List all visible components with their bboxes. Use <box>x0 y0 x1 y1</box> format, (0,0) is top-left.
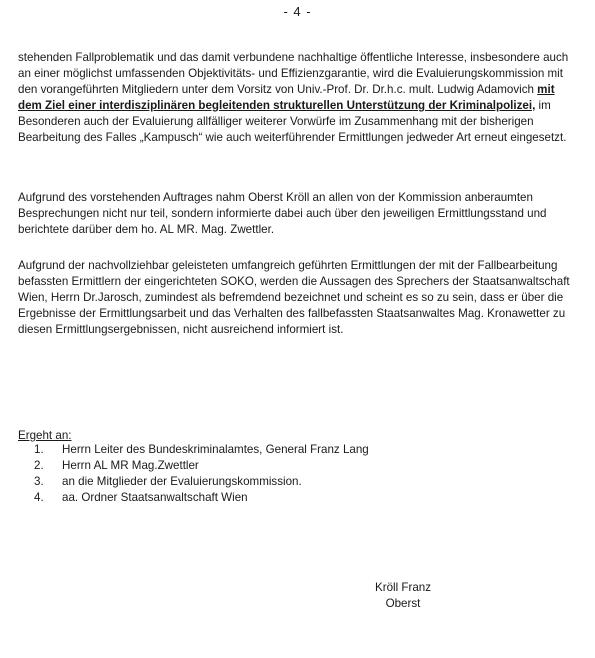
distribution-item <box>34 490 369 506</box>
paragraph-commission-text-1: stehenden Fallproblematik und das damit verbundene nachhaltige öffentliche Interesse, insbesondere auch an einer möglichst umfassenden Objektivitäts- und Effizienzgarantie, wird die Evaluierungskommission mit den vorangeführten Mitgliedern unter dem Vorsitz von Univ.-Prof. Dr. Dr.h.c. mult. Ludwig Adamovich <box>18 51 569 96</box>
signature-rank: Oberst <box>385 597 421 610</box>
paragraph-commission <box>18 50 578 146</box>
page-number: - 4 - <box>283 4 312 19</box>
distribution-item-number: 1. <box>34 443 44 456</box>
distribution-item-number: 2. <box>34 459 44 472</box>
distribution-item <box>34 474 369 490</box>
distribution-item-text: aa. Ordner Staatsanwaltschaft Wien <box>62 491 248 504</box>
signature-block <box>360 580 446 612</box>
distribution-item <box>34 442 369 458</box>
distribution-item-number: 4. <box>34 491 44 504</box>
distribution-title: Ergeht an: <box>18 429 72 442</box>
distribution-item-text: Herrn AL MR Mag.Zwettler <box>62 459 199 472</box>
paragraph-meetings: Aufgrund des vorstehenden Auftrages nahm Oberst Kröll an allen von der Kommission anberaumten Besprechungen nicht nur teil, sondern informierte dabei auch über den jeweiligen Ermittlungsstand und berichtete darüber dem ho. AL MR. Mag. Zwettler. <box>18 191 547 236</box>
distribution-list <box>34 442 369 506</box>
signature-name: Kröll Franz <box>374 581 432 594</box>
distribution-item-text: an die Mitglieder der Evaluierungskommission. <box>62 475 302 488</box>
distribution-item <box>34 458 369 474</box>
paragraph-commission-text-2: im Besonderen auch der Evaluierung allfälliger weiterer Vorwürfe im Zusammenhang mit der bisherigen Bearbeitung des Falles „Kampusch“ wie auch weiterführender Ermittlungen jedweder Art erneut eingesetzt. <box>18 99 567 144</box>
distribution-item-number: 3. <box>34 475 44 488</box>
paragraph-investigations: Aufgrund der nachvollziehbar geleisteten umfangreich geführten Ermittlungen der mit der Fallbearbeitung befassten Ermittlern der eingerichteten SOKO, werden die Aussagen des Sprechers der Staatsanwaltschaft Wien, Herrn Dr.Jarosch, zumindest als befremdend bezeichnet und scheint es so zu sein, dass er über die Ergebnisse der Ermittlungsarbeit und das Verhalten des fallbefassten Staatsanwaltes Mag. Kronawetter zu diesen Ermittlungsergebnissen, nicht ausreichend informiert ist. <box>18 259 570 336</box>
distribution-item-text: Herrn Leiter des Bundeskriminalamtes, General Franz Lang <box>62 443 369 456</box>
paragraph-commission-emphasis: mit dem Ziel einer interdisziplinären begleitenden strukturellen Unterstützung der Kriminalpolizei, <box>18 83 555 112</box>
